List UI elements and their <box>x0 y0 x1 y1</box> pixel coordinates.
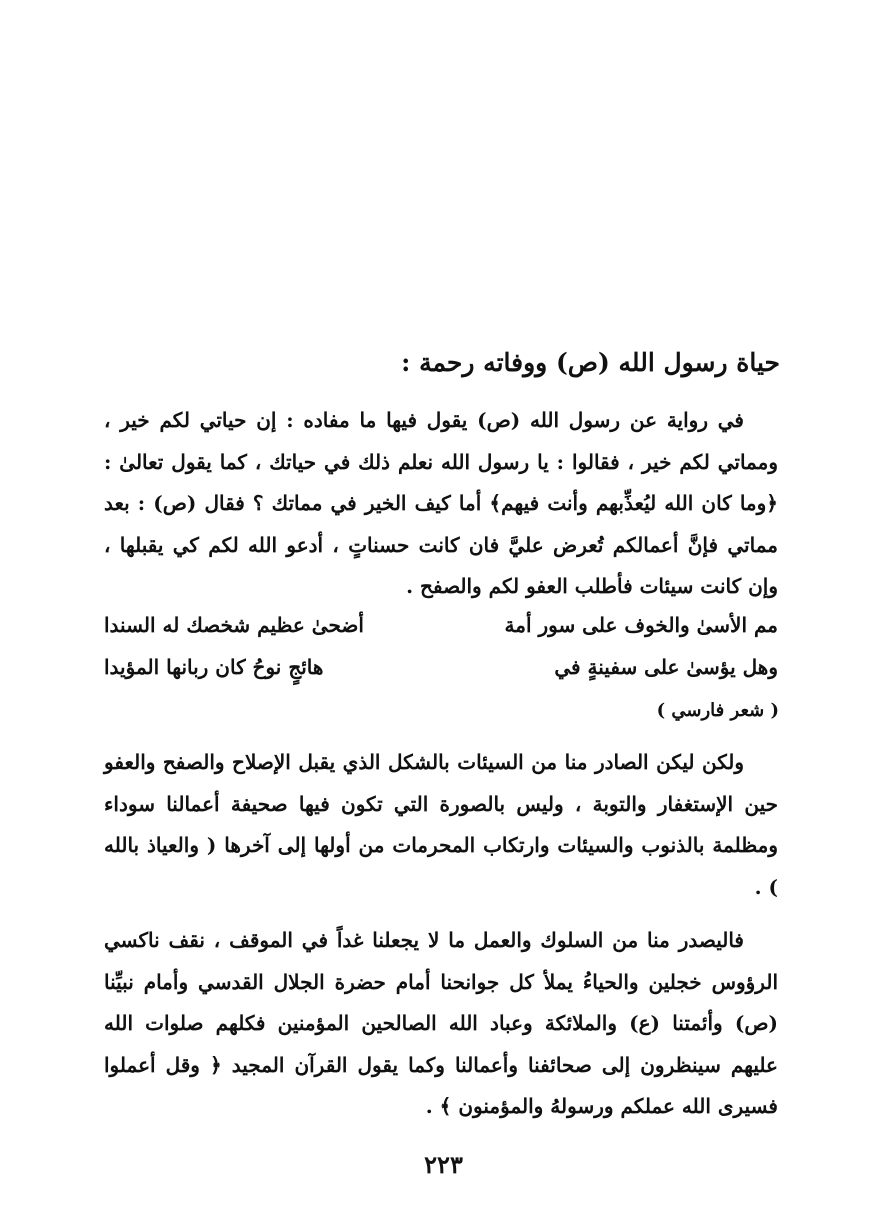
paragraph-hadith <box>104 400 778 608</box>
poem-verse <box>104 655 778 695</box>
second-hemistich: هائجٍ نوحُ كان ربانها المؤيدا <box>104 655 324 679</box>
poem-source: ( شعر فارسي ) <box>656 700 779 721</box>
section-title: حياة رسول الله (ص) ووفاته رحمة : <box>401 348 780 377</box>
second-hemistich: أضحىٰ عظيم شخصك له السندا <box>104 613 364 637</box>
poem-verse <box>104 613 778 653</box>
paragraph-conduct <box>104 920 778 1128</box>
paragraph-text: فاليصدر منا من السلوك والعمل ما لا يجعلنا غداً في الموقف ، نقف ناكسي الرؤوس خجلين والحياءُ يملأ كل جوانحنا أمام حضرة الجلال القدسي وأمام نبيِّنا (ص) وأئمتنا (ع) والملائكة وعباد الله الصالحين المؤمنين فكلهم صلوات الله عليهم سينظرون إلى صحائفنا وأعمالنا وكما يقول القرآن المجيد ﴿ وقل أعملوا فسيرى الله عملكم ورسولهُ والمؤمنون ﴾ . <box>104 928 778 1118</box>
first-hemistich: وهل يؤسىٰ على سفينةٍ في <box>554 655 778 679</box>
paragraph-text: في رواية عن رسول الله (ص) يقول فيها ما مفاده : إن حياتي لكم خير ، ومماتي لكم خير ، فقالوا : يا رسول الله نعلم ذلك في حياتك ، كما يقول تعالىٰ : ﴿وما كان الله ليُعذِّبهم وأنت فيهم﴾ أما كيف الخير في مماتك ؟ فقال (ص) : بعد مماتي فإنَّ أعمالكم تُعرض عليَّ فان كانت حسناتٍ ، أدعو الله لكم كي يقبلها ، وإن كانت سيئات فأطلب العفو لكم والصفح . <box>104 408 779 598</box>
paragraph-repentance <box>104 742 778 908</box>
paragraph-text: ولكن ليكن الصادر منا من السيئات بالشكل الذي يقبل الإصلاح والصفح والعفو حين الإستغفار والتوبة ، وليس بالصورة التي تكون فيها صحيفة أعمالنا سوداء ومظلمة بالذنوب والسيئات وارتكاب المحرمات من أولها إلى آخرها ( والعياذ بالله ) . <box>104 750 778 899</box>
first-hemistich: مم الأسىٰ والخوف على سور أمة <box>504 613 778 637</box>
page-number: ٢٢٣ <box>424 1150 463 1179</box>
